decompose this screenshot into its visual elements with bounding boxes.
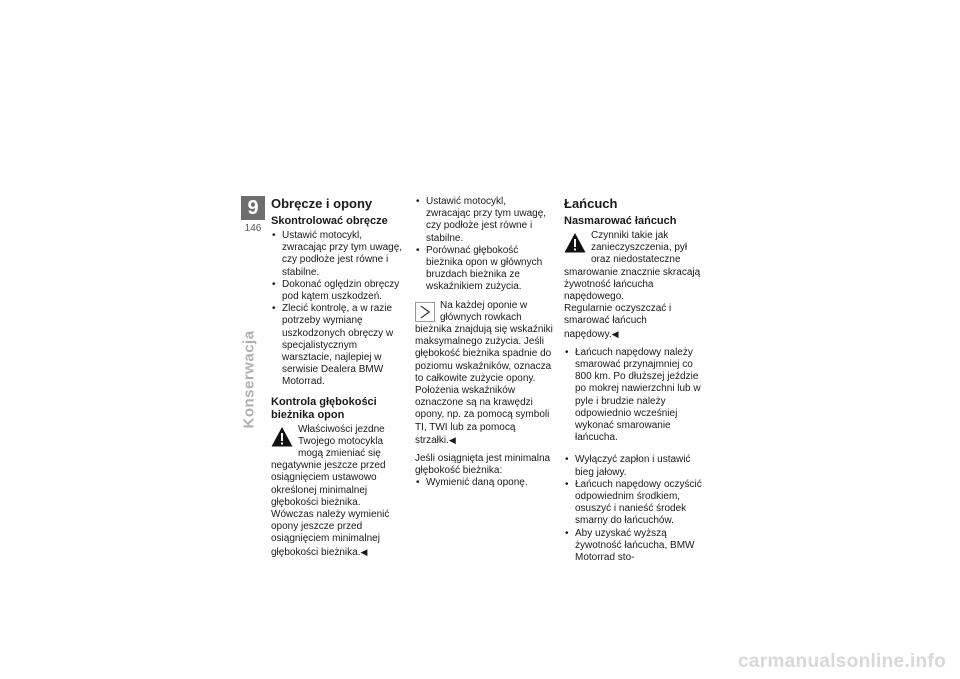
bullet-list xyxy=(564,454,702,564)
list-item: • Dokonać oględzin obręczy pod kątem uszkodzeń. xyxy=(271,279,409,303)
column-chain xyxy=(564,196,702,564)
list-item: • Ustawić motocykl, zwracając przy tym uwagę, czy podłoże jest równe i stabilne. xyxy=(415,196,553,245)
list-item: • Ustawić motocykl, zwracając przy tym uwagę, czy podłoże jest równe i stabilne. xyxy=(271,230,409,279)
subsection-lubricate-chain: Nasmarować łańcuch xyxy=(564,215,677,227)
warning-block xyxy=(271,424,409,559)
end-mark-icon: ◀ xyxy=(448,434,456,445)
paragraph: Jeśli osiągnięta jest minimalna głębokość bieżnika: xyxy=(415,453,551,477)
subsection-check-rims: Skontrolować obręcze xyxy=(271,215,388,227)
section-label: Konserwacja xyxy=(240,330,258,429)
list-item: • Wymienić daną oponę. xyxy=(415,477,553,489)
watermark: carmanualsonline.info xyxy=(738,651,946,672)
warning-triangle-icon xyxy=(271,426,293,448)
hint-arrow-icon xyxy=(415,302,435,322)
hint-block xyxy=(415,300,553,447)
end-mark-icon: ◀ xyxy=(360,546,368,557)
warning-text: Wówczas należy wymienić opony jeszcze przed osiągnięciem minimalnej głębokości bieżnika. xyxy=(271,509,390,558)
warning-triangle-icon xyxy=(564,232,586,254)
subsection-tread-depth: Kontrola głębokości bieżnika opon xyxy=(271,395,377,421)
warning-text: Czynniki takie jak zanieczyszczenia, pył oraz niedostateczne smarowanie znacznie skracają żywotność łańcucha napędowego. xyxy=(564,230,701,303)
bullet-list xyxy=(564,347,702,445)
bullet-list xyxy=(415,196,553,294)
warning-text: Regularnie oczyszczać i smarować łańcuch napędowy. xyxy=(564,303,672,340)
warning-text: Właściwości jezdne Twojego motocykla mogą zmieniać się negatywnie jeszcze przed osiągnięciem ustawowo określonej minimalnej głębokości bieżnika. xyxy=(271,423,386,508)
bullet-list xyxy=(415,477,553,489)
column-rims-tires xyxy=(271,196,409,559)
list-item: • Aby uzyskać wyższą żywotność łańcucha, BMW Motorrad sto- xyxy=(564,528,702,565)
list-item: • Porównać głębokość bieżnika opon w głównych bruzdach bieżnika ze wskaźnikiem zużycia. xyxy=(415,245,553,294)
bullet-list xyxy=(271,230,409,389)
chapter-tab xyxy=(241,196,265,234)
warning-block xyxy=(564,230,702,341)
hint-text: Na każdej oponie w głównych rowkach bieżnika znajdują się wskaźniki maksymalnego zużycia. Jeśli głębokość bieżnika spadnie do poziomu wskaźników, oznacza to całkowite zużycie opony. Położenia wskaźników oznaczone są na krawędzi opony, np. za pomocą symboli TI, TWI lub za pomocą strzałki. xyxy=(415,299,553,446)
list-item: • Łańcuch napędowy należy smarować przynajmniej co 800 km. Po dłuższej jeździe po mokrej nawierzchni lub w pyle i brudzie należy odpowiednio wcześniej wykonać smarowanie łańcucha. xyxy=(564,347,702,445)
section-title-rims-tires: Obręcze i opony xyxy=(271,196,373,211)
section-title-chain: Łańcuch xyxy=(564,196,618,211)
page-number: 146 xyxy=(244,223,262,234)
column-tread-check xyxy=(415,196,553,490)
end-mark-icon: ◀ xyxy=(611,328,619,339)
list-item: • Łańcuch napędowy oczyścić odpowiednim środkiem, osuszyć i nanieść środek smarny do łańcuchów. xyxy=(564,479,702,528)
chapter-number: 9 xyxy=(241,196,265,220)
list-item: • Wyłączyć zapłon i ustawić bieg jałowy. xyxy=(564,454,702,478)
list-item: • Zlecić kontrolę, a w razie potrzeby wymianę uszkodzonych obręczy w specjalistycznym warsztacie, najlepiej w serwisie Dealera BMW Motorrad. xyxy=(271,303,409,388)
